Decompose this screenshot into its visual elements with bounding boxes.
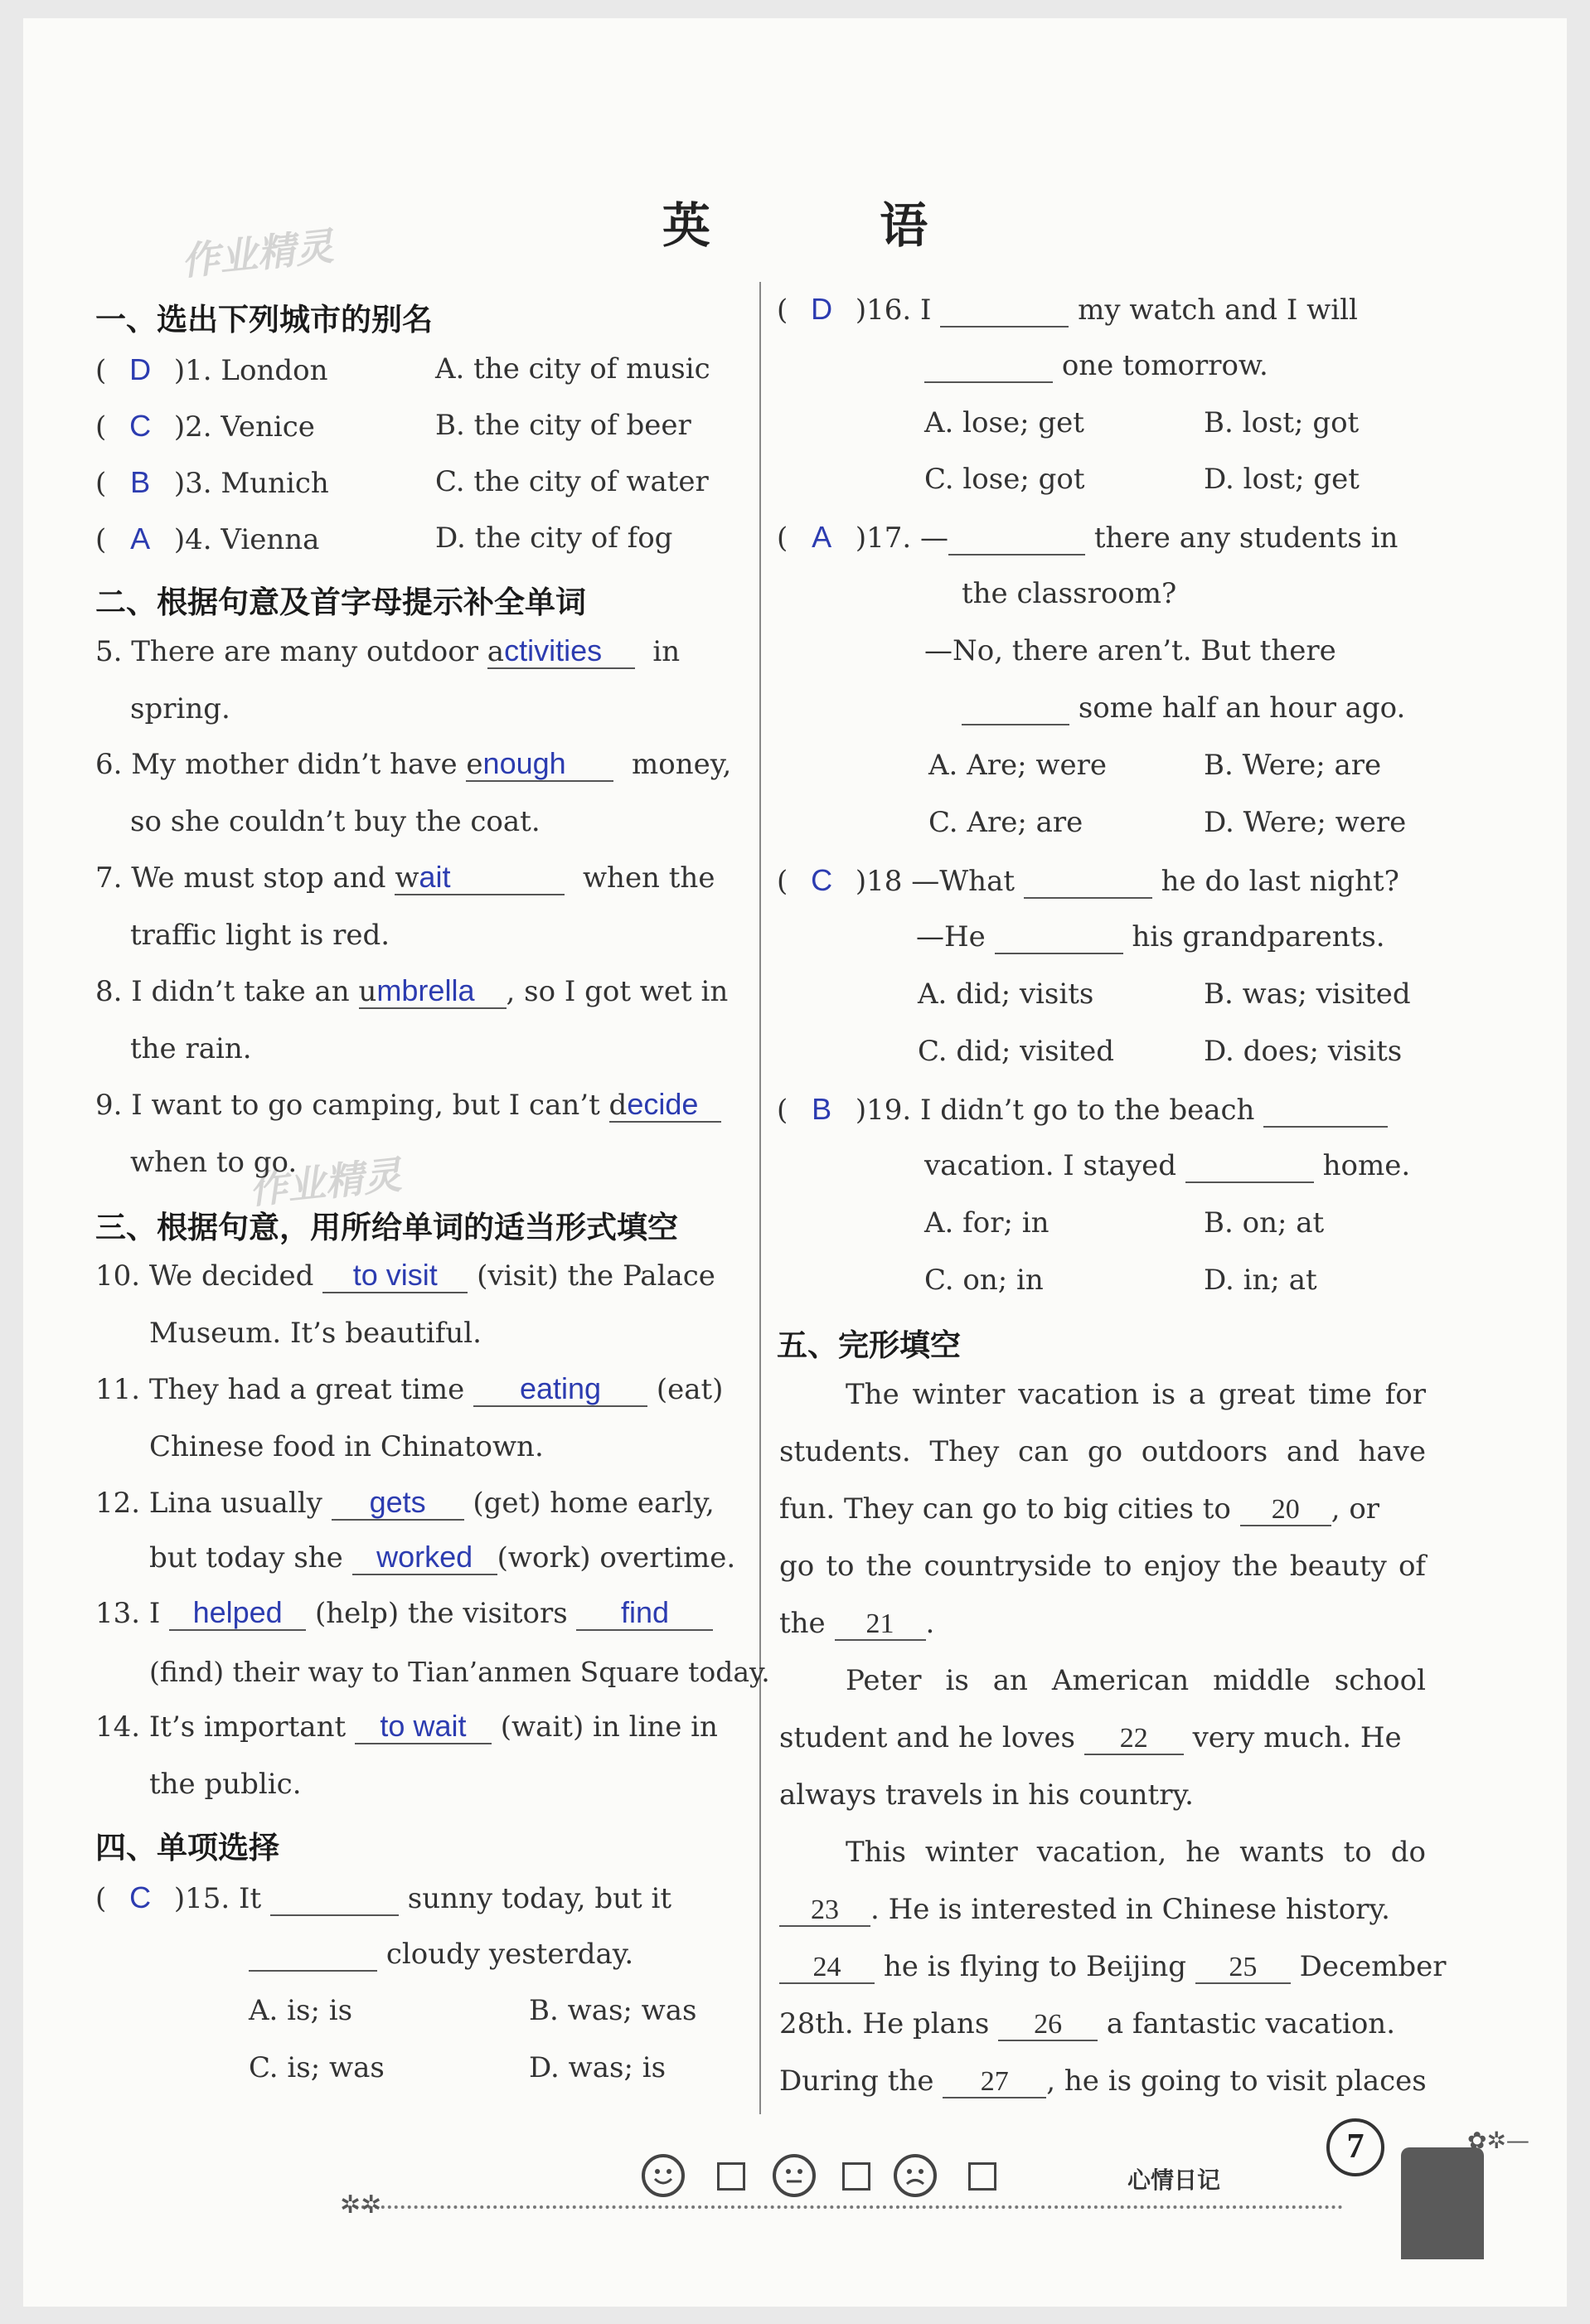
- option-b: B. lost; got: [1204, 406, 1360, 439]
- answer-mark: A: [130, 522, 151, 556]
- option-text: C. the city of water: [435, 465, 709, 498]
- cloze-line: 28th. He plans 26 a fantastic vacation.: [779, 2007, 1396, 2040]
- question-text: )1. London: [173, 354, 328, 387]
- option-a: A. Are; were: [928, 749, 1107, 782]
- question-13: 13. I helped (help) the visitors find: [95, 1597, 713, 1631]
- question-17-l3: —No, there aren’t. But there: [924, 634, 1336, 667]
- page-number: 7: [1346, 2128, 1365, 2166]
- cloze-line: This winter vacation, he wants to do: [846, 1836, 1426, 1869]
- section-heading-5: 五、完形填空: [777, 1327, 961, 1363]
- watermark: 作业精灵: [178, 223, 336, 284]
- option-a: A. for; in: [924, 1206, 1049, 1240]
- checkbox-happy[interactable]: [717, 2162, 745, 2191]
- question-12-cont: but today she worked (work) overtime.: [149, 1540, 736, 1574]
- question-11-cont: Chinese food in Chinatown.: [149, 1430, 544, 1463]
- cloze-line: The winter vacation is a great time for: [846, 1378, 1426, 1411]
- question-15-cont: cloudy yesterday.: [249, 1938, 633, 1972]
- option-c: C. lose; got: [924, 463, 1085, 496]
- option-c: C. is; was: [249, 2051, 385, 2084]
- question-13-cont: (find) their way to Tian’anmen Square today.: [149, 1656, 770, 1688]
- cloze-line: 23 . He is interested in Chinese history.: [779, 1893, 1390, 1927]
- cloze-line: During the 27 , he is going to visit places: [779, 2064, 1427, 2098]
- question-8: 8. I didn’t take an umbrella , so I got wet in: [95, 973, 729, 1008]
- question-7: 7. We must stop and wait when the: [95, 860, 715, 895]
- question-15: ( C )15. It sunny today, but it: [95, 1880, 672, 1915]
- option-text: A. the city of music: [435, 352, 710, 386]
- question-12: 12. Lina usually gets (get) home early,: [95, 1485, 715, 1520]
- cloze-line: the 21 .: [779, 1607, 935, 1640]
- option-d: D. in; at: [1204, 1264, 1317, 1297]
- answer-mark: C: [129, 409, 152, 443]
- question-8-cont: the rain.: [130, 1032, 252, 1065]
- option-a: A. did; visits: [918, 978, 1094, 1011]
- question-5: 5. There are many outdoor activities in: [95, 633, 681, 668]
- option-b: B. Were; are: [1204, 749, 1382, 782]
- question-6-cont: so she couldn’t buy the coat.: [130, 805, 541, 838]
- column-divider: [759, 282, 761, 2114]
- question-14-cont: the public.: [149, 1768, 302, 1801]
- question-16: ( D )16. I my watch and I will: [777, 292, 1358, 327]
- question-text: )2. Venice: [173, 410, 315, 444]
- happy-face-icon: [642, 2154, 685, 2197]
- option-b: B. was; visited: [1204, 978, 1411, 1011]
- sad-face-icon: [894, 2154, 937, 2197]
- watermark: 作业精灵: [246, 1152, 404, 1213]
- question-7-cont: traffic light is red.: [130, 919, 390, 952]
- section-heading-1: 一、选出下列城市的别名: [95, 302, 433, 337]
- question-text: )4. Vienna: [173, 523, 320, 556]
- cloze-line: always travels in his country.: [779, 1778, 1194, 1812]
- cloze-line: fun. They can go to big cities to 20 , or: [779, 1492, 1380, 1526]
- option-text: D. the city of fog: [435, 522, 673, 555]
- question-10-cont: Museum. It’s beautiful.: [149, 1317, 482, 1350]
- option-d: D. lost; get: [1204, 463, 1360, 496]
- question-10: 10. We decided to visit (visit) the Palace: [95, 1258, 715, 1293]
- option-c: C. Are; are: [928, 806, 1083, 839]
- footer-dotted-line: [348, 2205, 1343, 2209]
- question-17-l4: some half an hour ago.: [962, 691, 1405, 725]
- option-d: D. does; visits: [1204, 1035, 1403, 1068]
- cloze-line: go to the countryside to enjoy the beauty of: [779, 1550, 1426, 1583]
- option-b: B. on; at: [1204, 1206, 1325, 1240]
- option-c: C. did; visited: [918, 1035, 1115, 1068]
- option-text: B. the city of beer: [435, 409, 691, 442]
- option-c: C. on; in: [924, 1264, 1044, 1297]
- page-title: 英 语: [662, 197, 1005, 254]
- checkbox-neutral[interactable]: [842, 2162, 870, 2191]
- cloze-line: students. They can go outdoors and have: [779, 1435, 1426, 1468]
- section-heading-3: 三、根据句意，用所给单词的适当形式填空: [95, 1210, 678, 1245]
- section-heading-2: 二、根据句意及首字母提示补全单词: [95, 585, 586, 620]
- question-18: ( C )18 —What he do last night?: [777, 863, 1399, 898]
- cloze-line: student and he loves 22 very much. He: [779, 1721, 1402, 1754]
- answer-mark: D: [129, 352, 152, 386]
- checkbox-sad[interactable]: [968, 2162, 996, 2191]
- question-9-cont: when to go.: [130, 1146, 298, 1179]
- page-tab-decoration: [1401, 2147, 1484, 2259]
- option-d: D. was; is: [529, 2051, 667, 2084]
- question-text: )3. Munich: [173, 467, 329, 500]
- question-5-cont: spring.: [130, 692, 230, 725]
- sun-icon: ✲✲: [340, 2191, 382, 2220]
- neutral-face-icon: [773, 2154, 816, 2197]
- option-d: D. Were; were: [1204, 806, 1407, 839]
- question-14: 14. It’s important to wait (wait) in line in: [95, 1709, 718, 1744]
- question-18-l2: —He his grandparents.: [916, 920, 1385, 953]
- answer-mark: B: [130, 465, 151, 499]
- diary-label: 心情日记: [1127, 2166, 1221, 2194]
- question-6: 6. My mother didn’t have enough money,: [95, 746, 732, 781]
- question-17: ( A )17. — there any students in: [777, 520, 1399, 555]
- question-19: ( B )19. I didn’t go to the beach: [777, 1092, 1388, 1128]
- option-a: A. lose; get: [924, 406, 1084, 439]
- section-heading-4: 四、单项选择: [95, 1830, 279, 1866]
- question-16-cont: one tomorrow.: [924, 349, 1268, 383]
- option-a: A. is; is: [249, 1994, 353, 2027]
- flower-icon: ✿✲—: [1467, 2127, 1529, 2154]
- question-9: 9. I want to go camping, but I can’t decide: [95, 1089, 721, 1123]
- cloze-line: Peter is an American middle school: [846, 1664, 1426, 1697]
- option-b: B. was; was: [529, 1994, 697, 2027]
- cloze-line: 24 he is flying to Beijing 25 December: [779, 1950, 1447, 1984]
- question-11: 11. They had a great time eating (eat): [95, 1371, 724, 1406]
- question-17-l2: the classroom?: [962, 577, 1177, 610]
- question-19-l2: vacation. I stayed home.: [924, 1149, 1411, 1182]
